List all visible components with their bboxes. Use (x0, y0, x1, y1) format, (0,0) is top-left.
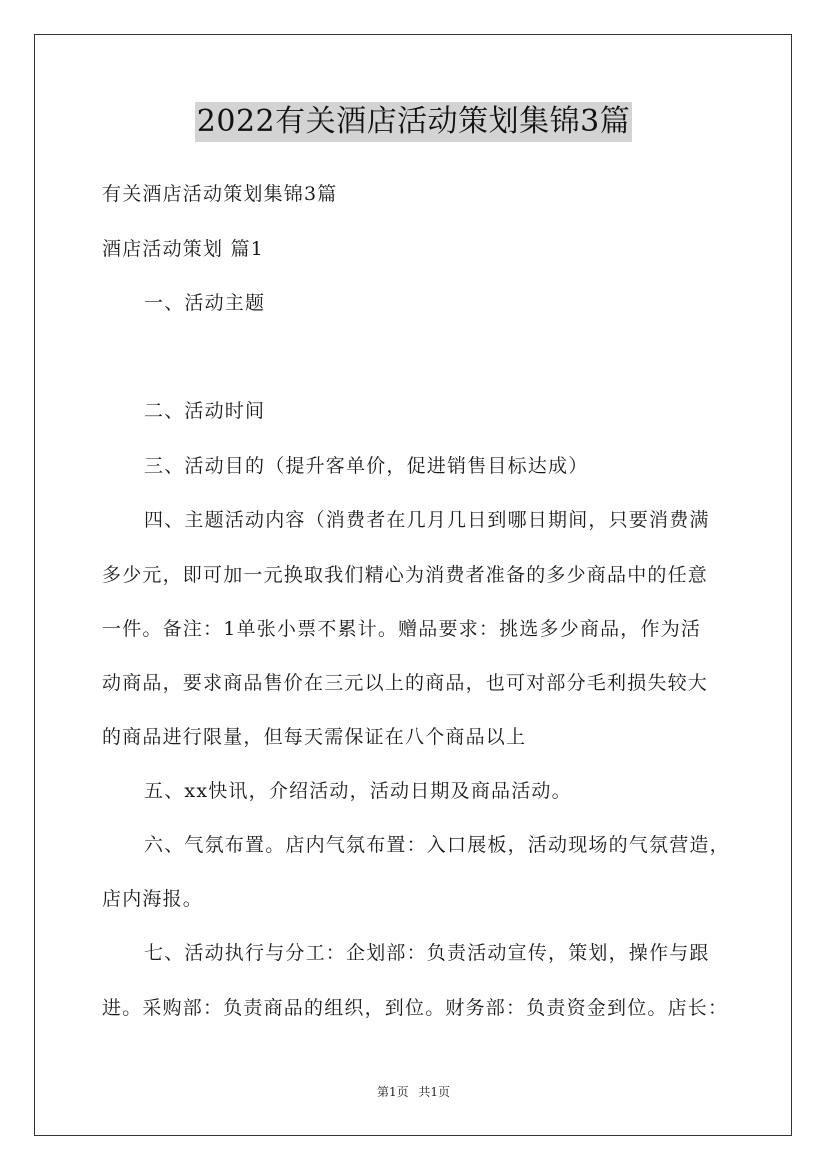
document-title: 2022有关酒店活动策划集锦3篇 (195, 102, 632, 142)
page-total: 共1页 (418, 1085, 451, 1099)
paragraph-line: 六、气氛布置。店内气氛布置：入口展板，活动现场的气氛营造， (144, 834, 730, 856)
paragraph-line: 店内海报。 (102, 888, 204, 910)
paragraph-line: 二、活动时间 (144, 400, 266, 422)
title-container (0, 102, 827, 142)
paragraph-line: 的商品进行限量，但每天需保证在八个商品以上 (102, 726, 527, 748)
page-footer (0, 1084, 827, 1100)
paragraph-line: 四、主题活动内容（消费者在几月几日到哪日期间，只要消费满 (144, 509, 710, 531)
section-heading: 酒店活动策划 篇1 (102, 238, 264, 260)
paragraph-line: 动商品，要求商品售价在三元以上的商品，也可对部分毛利损失较大 (102, 672, 709, 694)
paragraph-line: 进。采购部：负责商品的组织，到位。财务部：负责资金到位。店长： (102, 997, 729, 1019)
paragraph-line: 七、活动执行与分工：企划部：负责活动宣传，策划，操作与跟 (144, 942, 710, 964)
paragraph-line: 多少元，即可加一元换取我们精心为消费者准备的多少商品中的任意 (102, 564, 709, 586)
paragraph-line: 三、活动目的（提升客单价，促进销售目标达成） (144, 455, 589, 477)
page-number: 第1页 (376, 1085, 409, 1099)
paragraph-line: 一件。备注：1单张小票不累计。赠品要求：挑选多少商品，作为活 (102, 618, 702, 640)
document-subtitle: 有关酒店活动策划集锦3篇 (102, 183, 338, 205)
paragraph-line: 五、xx快讯，介绍活动，活动日期及商品活动。 (144, 780, 572, 802)
paragraph-line: 一、活动主题 (144, 292, 266, 314)
